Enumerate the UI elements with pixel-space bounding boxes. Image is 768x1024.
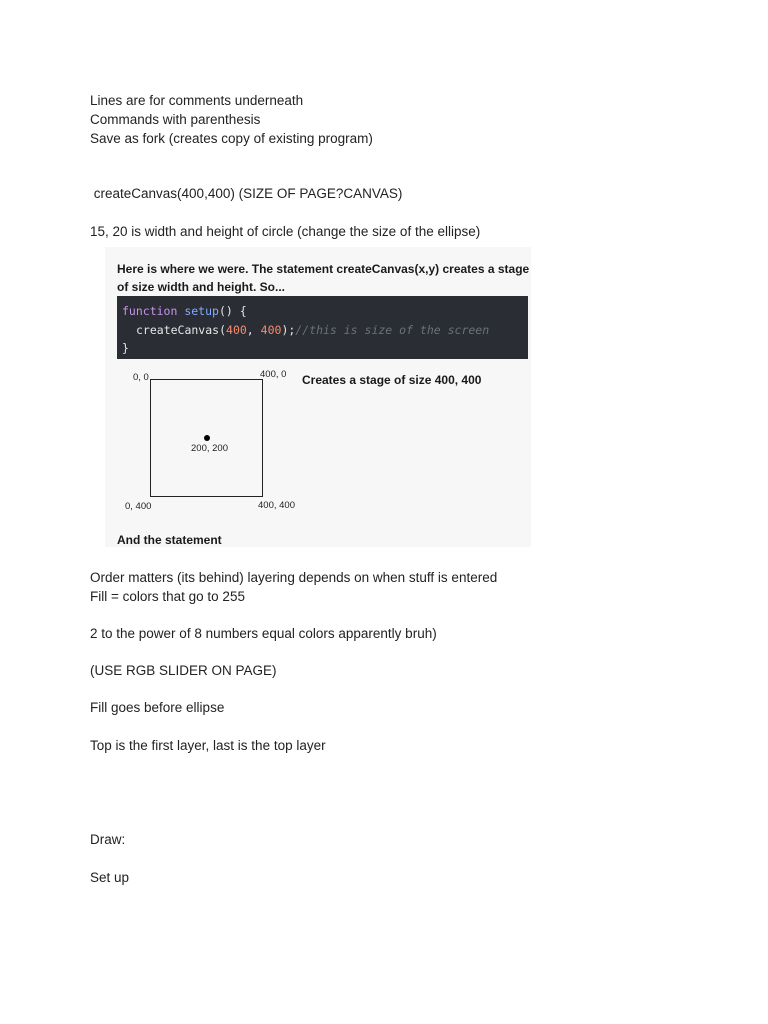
code-number: 400 — [260, 322, 282, 337]
code-line — [122, 321, 528, 340]
coord-top-left: 0, 0 — [133, 372, 149, 383]
code-line — [122, 302, 528, 321]
note-line: createCanvas(400,400) (SIZE OF PAGE?CANVAS) — [90, 186, 403, 201]
code-comment: //this is size of the screen — [295, 322, 490, 337]
center-point-dot — [204, 435, 210, 441]
figure-intro-line: of size width and height. So... — [117, 280, 285, 294]
stage-size-note: Creates a stage of size 400, 400 — [302, 373, 482, 387]
code-punctuation: () { — [218, 304, 247, 318]
note-line: Fill goes before ellipse — [90, 700, 225, 715]
note-line: Lines are for comments underneath — [90, 93, 304, 108]
note-line: Commands with parenthesis — [90, 112, 261, 127]
code-function-name: setup — [184, 304, 219, 318]
note-line: Draw: — [90, 832, 126, 847]
note-line: 2 to the power of 8 numbers equal colors apparently bruh) — [90, 626, 437, 641]
figure-outro: And the statement — [117, 533, 222, 547]
figure-intro-line: Here is where we were. The statement createCanvas(x,y) creates a stage — [117, 262, 530, 276]
coord-top-right: 400, 0 — [260, 369, 287, 380]
code-punctuation: , — [246, 322, 261, 337]
note-line: Top is the first layer, last is the top layer — [90, 738, 326, 753]
note-line: Set up — [90, 870, 130, 885]
code-number: 400 — [226, 322, 247, 337]
code-call: createCanvas( — [136, 322, 227, 337]
note-line: Save as fork (creates copy of existing program) — [90, 131, 373, 146]
code-punctuation: } — [122, 341, 129, 355]
note-line: (USE RGB SLIDER ON PAGE) — [90, 663, 277, 678]
coord-center: 200, 200 — [191, 443, 228, 454]
code-line — [122, 339, 528, 358]
note-line: Order matters (its behind) layering depends on when stuff is entered — [90, 570, 498, 585]
note-line: 15, 20 is width and height of circle (change the size of the ellipse) — [90, 224, 481, 239]
note-line: Fill = colors that go to 255 — [90, 589, 245, 604]
code-keyword: function — [122, 304, 178, 318]
coord-bottom-left: 0, 400 — [125, 501, 152, 512]
coord-bottom-right: 400, 400 — [258, 500, 295, 511]
code-block — [117, 296, 528, 359]
code-punctuation: ); — [281, 322, 296, 337]
